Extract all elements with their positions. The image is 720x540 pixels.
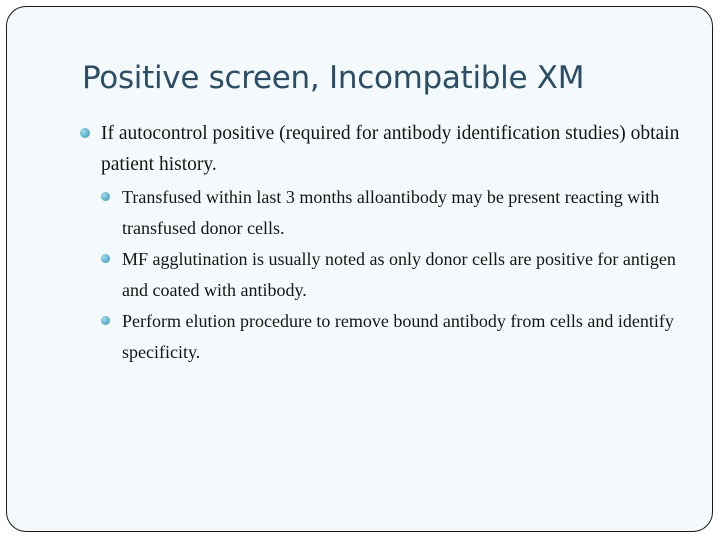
bullet-icon (101, 316, 110, 325)
bullet-item-autocontrol (80, 118, 692, 180)
sub-bullet-text: Transfused within last 3 months alloantibody may be present reacting with transfused donor cells. (122, 187, 660, 238)
bullet-list (80, 118, 692, 368)
sub-bullet-item-transfused (101, 182, 692, 244)
sub-bullet-text: MF agglutination is usually noted as only donor cells are positive for antigen and coated with antibody. (122, 249, 676, 300)
bullet-icon (101, 192, 110, 201)
bullet-text: If autocontrol positive (required for antibody identification studies) obtain patient history. (101, 123, 680, 175)
sub-bullet-text: Perform elution procedure to remove bound antibody from cells and identify specificity. (122, 311, 674, 362)
slide-title: Positive screen, Incompatible XM (82, 60, 585, 96)
bullet-icon (80, 128, 90, 138)
bullet-icon (101, 254, 110, 263)
sub-bullet-item-elution (101, 306, 692, 368)
sub-bullet-item-mf-agglutination (101, 244, 692, 306)
